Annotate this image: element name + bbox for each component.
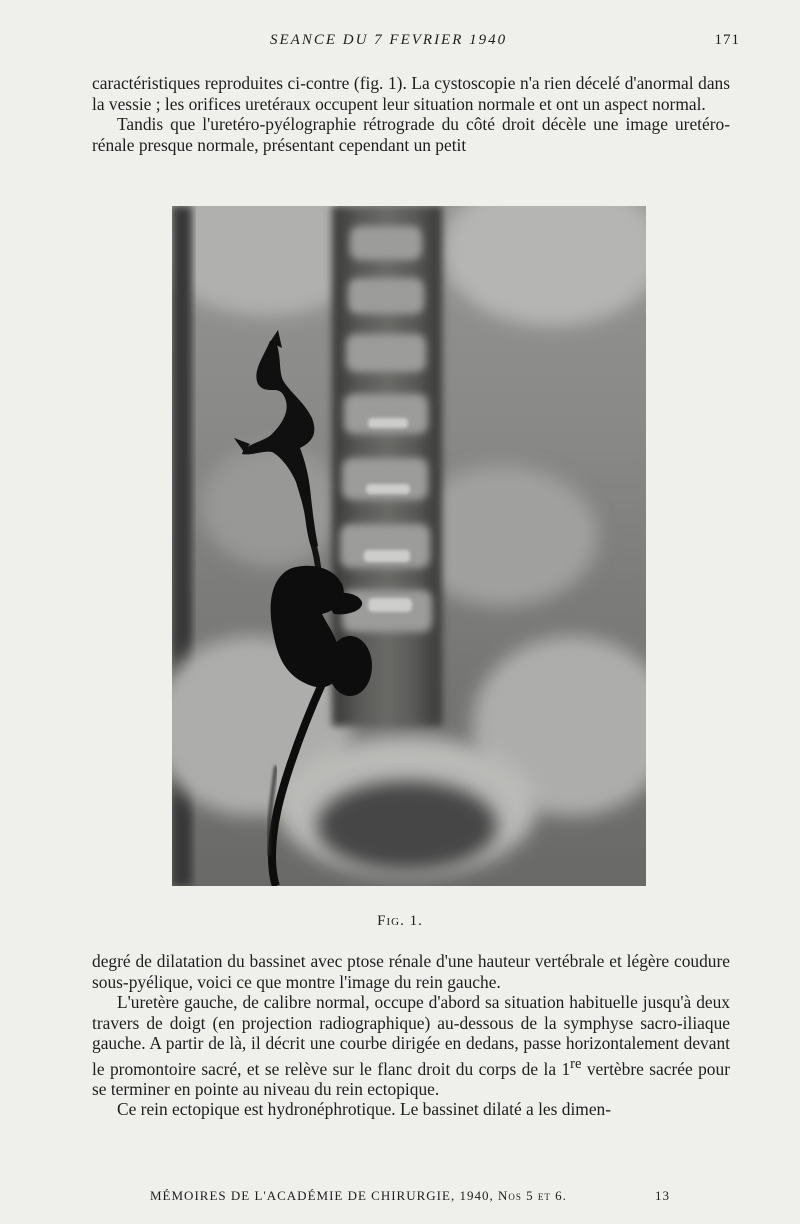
page-number: 171 [714, 32, 740, 48]
body-text-top [92, 73, 730, 155]
paragraph-text: vertèbre sacrée pour se terminer en pointe au niveau du rein ectopique. [92, 1058, 730, 1099]
body-text-bottom [92, 951, 730, 1120]
paragraph [92, 992, 730, 1099]
radiograph-figure [172, 206, 646, 886]
paragraph: caractéristiques reproduites ci-contre (fig. 1). La cystoscopie n'a rien décelé d'anormal dans la vessie ; les orifices uretéraux occupent leur situation normale et ont un aspect normal. [92, 73, 730, 114]
paragraph: Ce rein ectopique est hydronéphrotique. Le bassinet dilaté a les dimen- [117, 1099, 612, 1120]
sheet-number: 13 [655, 1188, 670, 1203]
paragraph-text: L'uretère gauche, de calibre normal, occupe d'abord sa situation habituelle jusqu'à deux travers de doigt (en projection radiographique) au-dessous de la symphyse sacro-iliaque gauche. A partir de là, il décrit une courbe dirigée en dedans, passe horizontalement devant le promontoire sacré, et se relève sur le flanc droit du corps de la 1 [92, 992, 730, 1079]
ordinal-superscript: re [570, 1055, 582, 1072]
figure-caption: Fig. 1. [377, 913, 423, 929]
paragraph: Tandis que l'uretéro-pyélographie rétrograde du côté droit décèle une image uretéro-rénale presque normale, présentant cependant un petit [92, 114, 730, 155]
paragraph: degré de dilatation du bassinet avec ptose rénale d'une hauteur vertébrale et légère coudure sous-pyélique, voici ce que montre l'image du rein gauche. [92, 951, 730, 992]
running-header [270, 32, 740, 56]
pyelogram-xray-image [172, 206, 646, 886]
footer-citation: MÉMOIRES DE L'ACADÉMIE DE CHIRURGIE, 1940, Nos 5 et 6. [150, 1188, 567, 1203]
running-header-title: SEANCE DU 7 FEVRIER 1940 [270, 32, 508, 48]
